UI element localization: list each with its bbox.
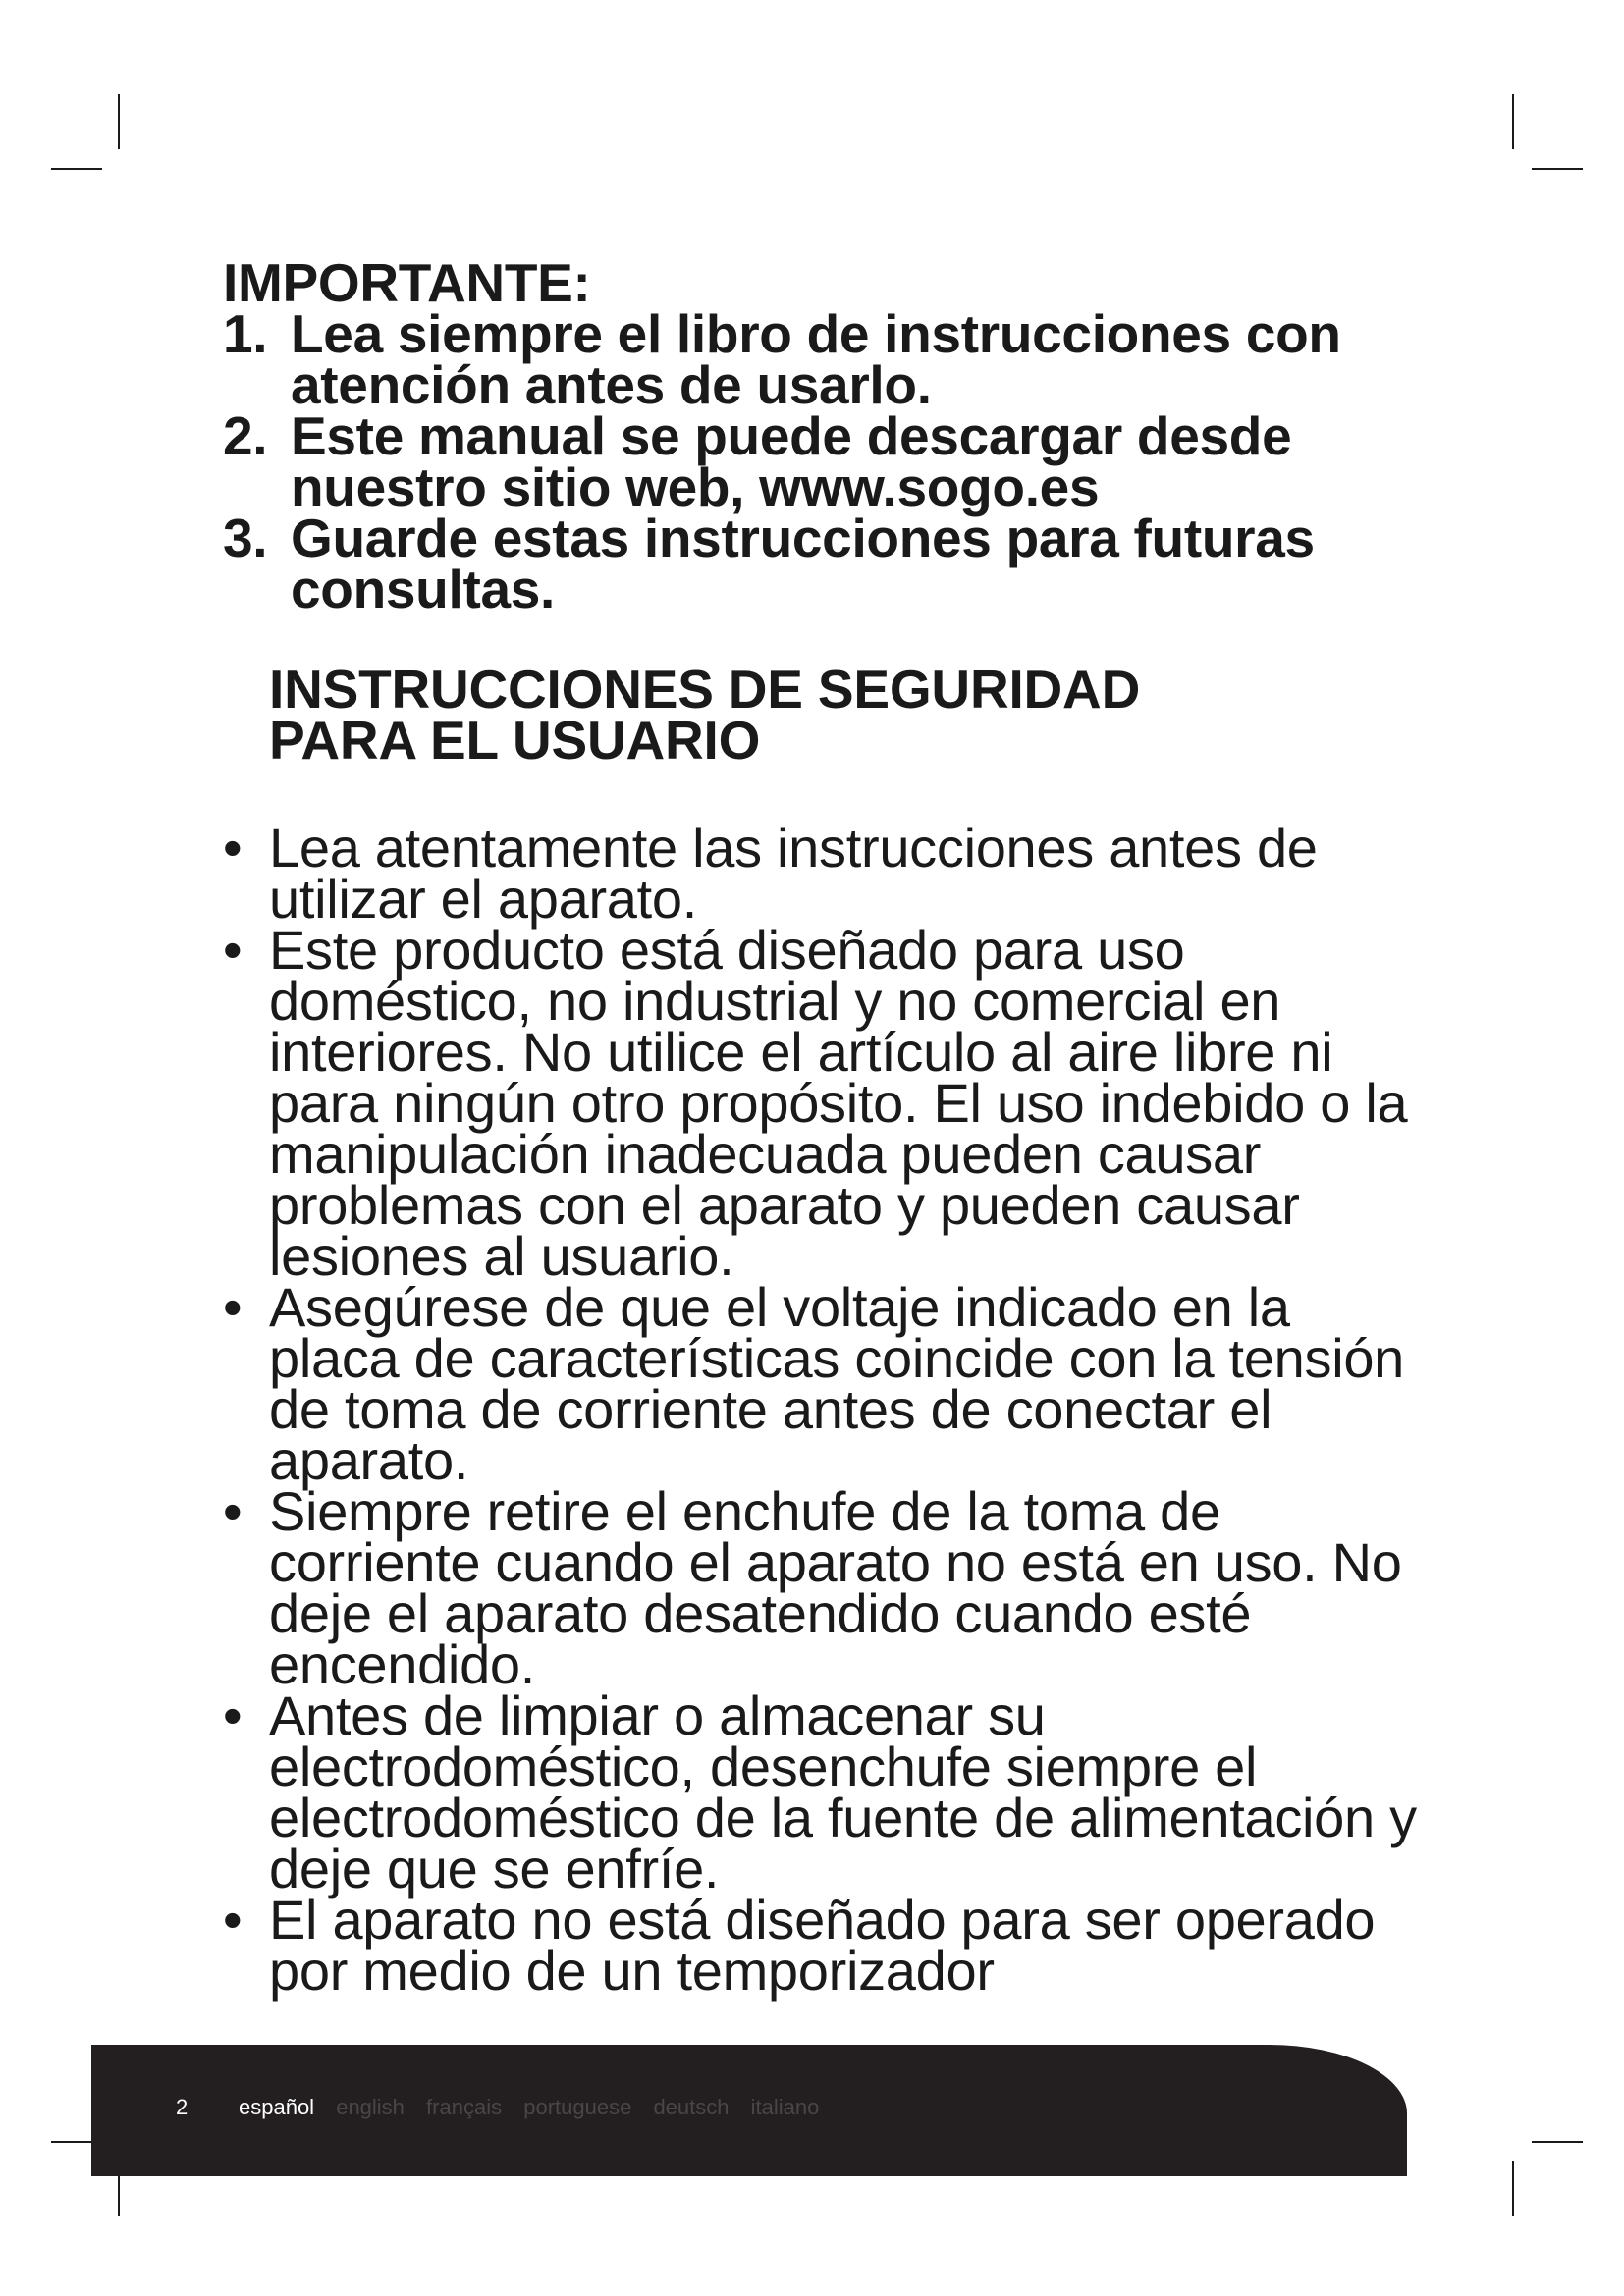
important-heading: IMPORTANTE: [223, 252, 591, 313]
safety-item-text: Este producto está diseñado para uso doméstico, no industrial y no comercial en interiores. No utilice el artículo al aire libre ni para ningún otro propósito. El uso indebido o la manipulación inadecuada pueden causar problemas con el aparato y pueden causar lesiones al usuario. [269, 919, 1408, 1287]
safety-item-5 [223, 1684, 1431, 1899]
important-item-1 [223, 303, 1431, 415]
bullet-icon: • [223, 1889, 243, 1950]
bullet-icon: • [223, 817, 243, 879]
bullet-icon: • [223, 1480, 243, 1542]
important-item-2 [223, 405, 1431, 517]
language-item-francais[interactable]: français [426, 2095, 503, 2119]
safety-item-text: Lea atentamente las instrucciones antes de utilizar el aparato. [269, 817, 1318, 930]
crop-mark-top-right-horizontal [1532, 168, 1583, 170]
footer-bar [91, 2045, 1407, 2176]
safety-list [223, 817, 1431, 2002]
language-item-english[interactable]: english [336, 2095, 405, 2119]
safety-item-text: Asegúrese de que el voltaje indicado en la placa de características coincide con la tensión de toma de corriente antes de conectar el aparato. [269, 1276, 1405, 1491]
safety-item-4 [223, 1480, 1431, 1695]
language-item-portuguese[interactable]: portuguese [523, 2095, 632, 2119]
important-item-text: Guarde estas instrucciones para futuras consultas. [291, 507, 1315, 619]
language-item-deutsch[interactable]: deutsch [653, 2095, 730, 2119]
safety-heading [269, 659, 1431, 771]
important-item-3 [223, 507, 1431, 619]
important-item-number: 2. [223, 405, 268, 466]
safety-item-text: Antes de limpiar o almacenar su electrodoméstico, desenchufe siempre el electrodoméstico de la fuente de alimentación y deje que se enfríe. [269, 1684, 1417, 1899]
important-item-text: Este manual se puede descargar desde nuestro sitio web, www.sogo.es [291, 405, 1292, 517]
safety-item-6 [223, 1889, 1431, 2002]
crop-mark-top-left-vertical [118, 94, 120, 149]
safety-heading-line-1: INSTRUCCIONES DE SEGURIDAD [269, 659, 1141, 720]
safety-item-text: El aparato no está diseñado para ser operado por medio de un temporizador [269, 1889, 1376, 2002]
safety-item-text: Siempre retire el enchufe de la toma de corriente cuando el aparato no está en uso. No deje el aparato desatendido cuando esté encendido. [269, 1480, 1402, 1695]
important-item-number: 1. [223, 303, 268, 364]
important-item-number: 3. [223, 507, 268, 568]
manual-page-content [223, 252, 1431, 2002]
bullet-icon: • [223, 1684, 243, 1746]
language-item-espanol[interactable]: español [239, 2095, 315, 2119]
crop-mark-bottom-right-vertical [1512, 2161, 1514, 2216]
safety-item-2 [223, 919, 1431, 1287]
safety-item-3 [223, 1276, 1431, 1491]
bullet-icon: • [223, 1276, 243, 1338]
safety-section [223, 659, 1431, 2002]
page-number: 2 [176, 2095, 189, 2119]
important-item-text: Lea siempre el libro de instrucciones con atención antes de usarlo. [291, 303, 1341, 415]
bullet-icon: • [223, 919, 243, 981]
crop-mark-top-left-horizontal [51, 168, 102, 170]
crop-mark-top-right-vertical [1512, 94, 1514, 149]
important-list [223, 303, 1431, 619]
important-section [223, 252, 1431, 619]
language-item-italiano[interactable]: italiano [750, 2095, 820, 2119]
language-nav [239, 2095, 835, 2120]
safety-heading-line-2: PARA EL USUARIO [269, 710, 761, 771]
safety-item-1 [223, 817, 1431, 930]
crop-mark-bottom-right-horizontal [1532, 2141, 1583, 2143]
